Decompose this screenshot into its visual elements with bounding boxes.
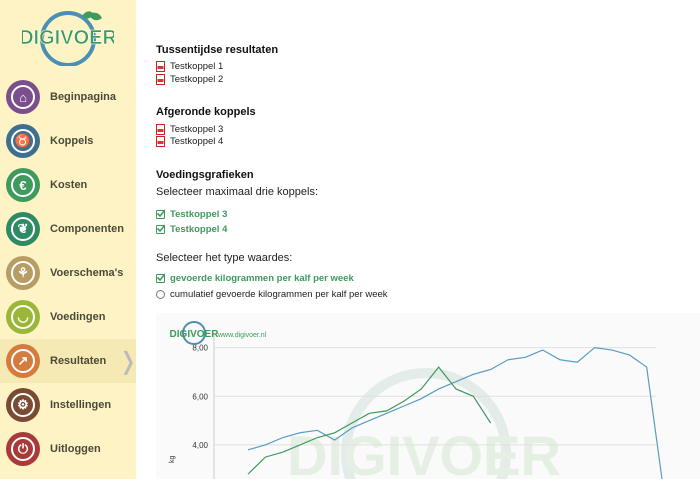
corn-icon-glyph: ❦	[11, 217, 35, 241]
sidebar-item-kosten[interactable]	[0, 163, 136, 207]
home-icon	[6, 80, 40, 114]
sidebar-item-label: Voerschema's	[50, 267, 124, 279]
chart-icon-glyph: ↗	[11, 349, 35, 373]
type-option-label: cumulatief gevoerde kilogrammen per kalf per week	[170, 289, 388, 300]
select-couples-label: Selecteer maximaal drie koppels:	[156, 186, 319, 198]
gear-icon-glyph: ⚙	[11, 393, 35, 417]
pdf-link-label: Testkoppel 2	[170, 74, 224, 85]
chart-logo-text: DIGIVOER	[169, 329, 219, 340]
pdf-link-testkoppel-3[interactable]	[156, 124, 223, 135]
sidebar-item-label: Instellingen	[50, 399, 112, 411]
y-tick-label: 6,00	[192, 392, 208, 402]
logout-icon	[6, 432, 40, 466]
sidebar-item-voerschema-s[interactable]	[0, 251, 136, 295]
feeding-graphs-heading: Voedingsgrafieken	[156, 169, 254, 181]
y-axis-label: kg	[169, 455, 176, 463]
type-option-cumulative[interactable]	[156, 289, 388, 300]
sidebar-item-label: Voedingen	[50, 311, 106, 323]
digivoer-logo[interactable]	[22, 6, 114, 66]
finished-couples-heading: Afgeronde koppels	[156, 106, 256, 118]
sidebar-item-resultaten[interactable]	[0, 339, 139, 383]
pdf-link-label: Testkoppel 3	[170, 124, 224, 135]
svg-text:DIGIVOER: DIGIVOER	[22, 27, 114, 49]
pdf-link-label: Testkoppel 4	[170, 136, 224, 147]
checkbox-label: Testkoppel 4	[170, 224, 228, 235]
wheat-icon	[6, 256, 40, 290]
wheat-icon-glyph: ⚘	[11, 261, 35, 285]
pdf-link-testkoppel-2[interactable]	[156, 74, 223, 85]
type-option-per-week[interactable]	[156, 273, 354, 284]
watermark-text: DIGIVOER	[287, 424, 561, 479]
pdf-icon	[156, 124, 165, 135]
feeding-chart-svg	[156, 313, 700, 479]
calf-icon	[6, 124, 40, 158]
checkbox-label: Testkoppel 3	[170, 209, 228, 220]
checkbox-checked-icon	[156, 274, 165, 283]
pdf-link-label: Testkoppel 1	[170, 61, 224, 72]
select-type-label: Selecteer het type waardes:	[156, 252, 293, 264]
sidebar-item-componenten[interactable]	[0, 207, 136, 251]
y-tick-label: 4,00	[192, 440, 208, 450]
pdf-icon	[156, 136, 165, 147]
active-chevron-icon: ❭	[118, 347, 139, 375]
bowl-icon-glyph: ◡	[11, 305, 35, 329]
pdf-icon	[156, 61, 165, 72]
chart-icon	[6, 344, 40, 378]
gear-icon	[6, 388, 40, 422]
sidebar	[0, 0, 139, 479]
pdf-link-testkoppel-1[interactable]	[156, 61, 223, 72]
sidebar-item-voedingen[interactable]	[0, 295, 136, 339]
sidebar-item-label: Koppels	[50, 135, 94, 147]
euro-icon	[6, 168, 40, 202]
sidebar-item-uitloggen[interactable]	[0, 427, 136, 471]
couple-checkbox-testkoppel-4[interactable]	[156, 224, 227, 235]
feeding-chart	[156, 313, 700, 479]
couple-checkbox-testkoppel-3[interactable]	[156, 209, 227, 220]
interim-results-heading: Tussentijdse resultaten	[156, 44, 279, 56]
bowl-icon	[6, 300, 40, 334]
type-option-label: gevoerde kilogrammen per kalf per week	[170, 273, 354, 284]
logout-icon-glyph: ⏻	[11, 437, 35, 461]
sidebar-item-label: Beginpagina	[50, 91, 117, 103]
sidebar-item-instellingen[interactable]	[0, 383, 136, 427]
euro-icon-glyph: €	[11, 173, 35, 197]
sidebar-item-label: Uitloggen	[50, 443, 101, 455]
sidebar-item-label: Kosten	[50, 179, 88, 191]
chart-header-url: www.digivoer.nl	[218, 332, 267, 339]
corn-icon	[6, 212, 40, 246]
home-icon-glyph: ⌂	[11, 85, 35, 109]
calf-icon-glyph: ♉	[11, 129, 35, 153]
checkbox-checked-icon	[156, 225, 165, 234]
sidebar-item-label: Componenten	[50, 223, 124, 235]
sidebar-item-koppels[interactable]	[0, 119, 136, 163]
radio-unselected-icon	[156, 290, 165, 299]
pdf-icon	[156, 74, 165, 85]
sidebar-item-beginpagina[interactable]	[0, 75, 136, 119]
sidebar-item-label: Resultaten	[50, 355, 107, 367]
checkbox-checked-icon	[156, 210, 165, 219]
pdf-link-testkoppel-4[interactable]	[156, 136, 223, 147]
y-tick-label: 8,00	[192, 343, 208, 353]
